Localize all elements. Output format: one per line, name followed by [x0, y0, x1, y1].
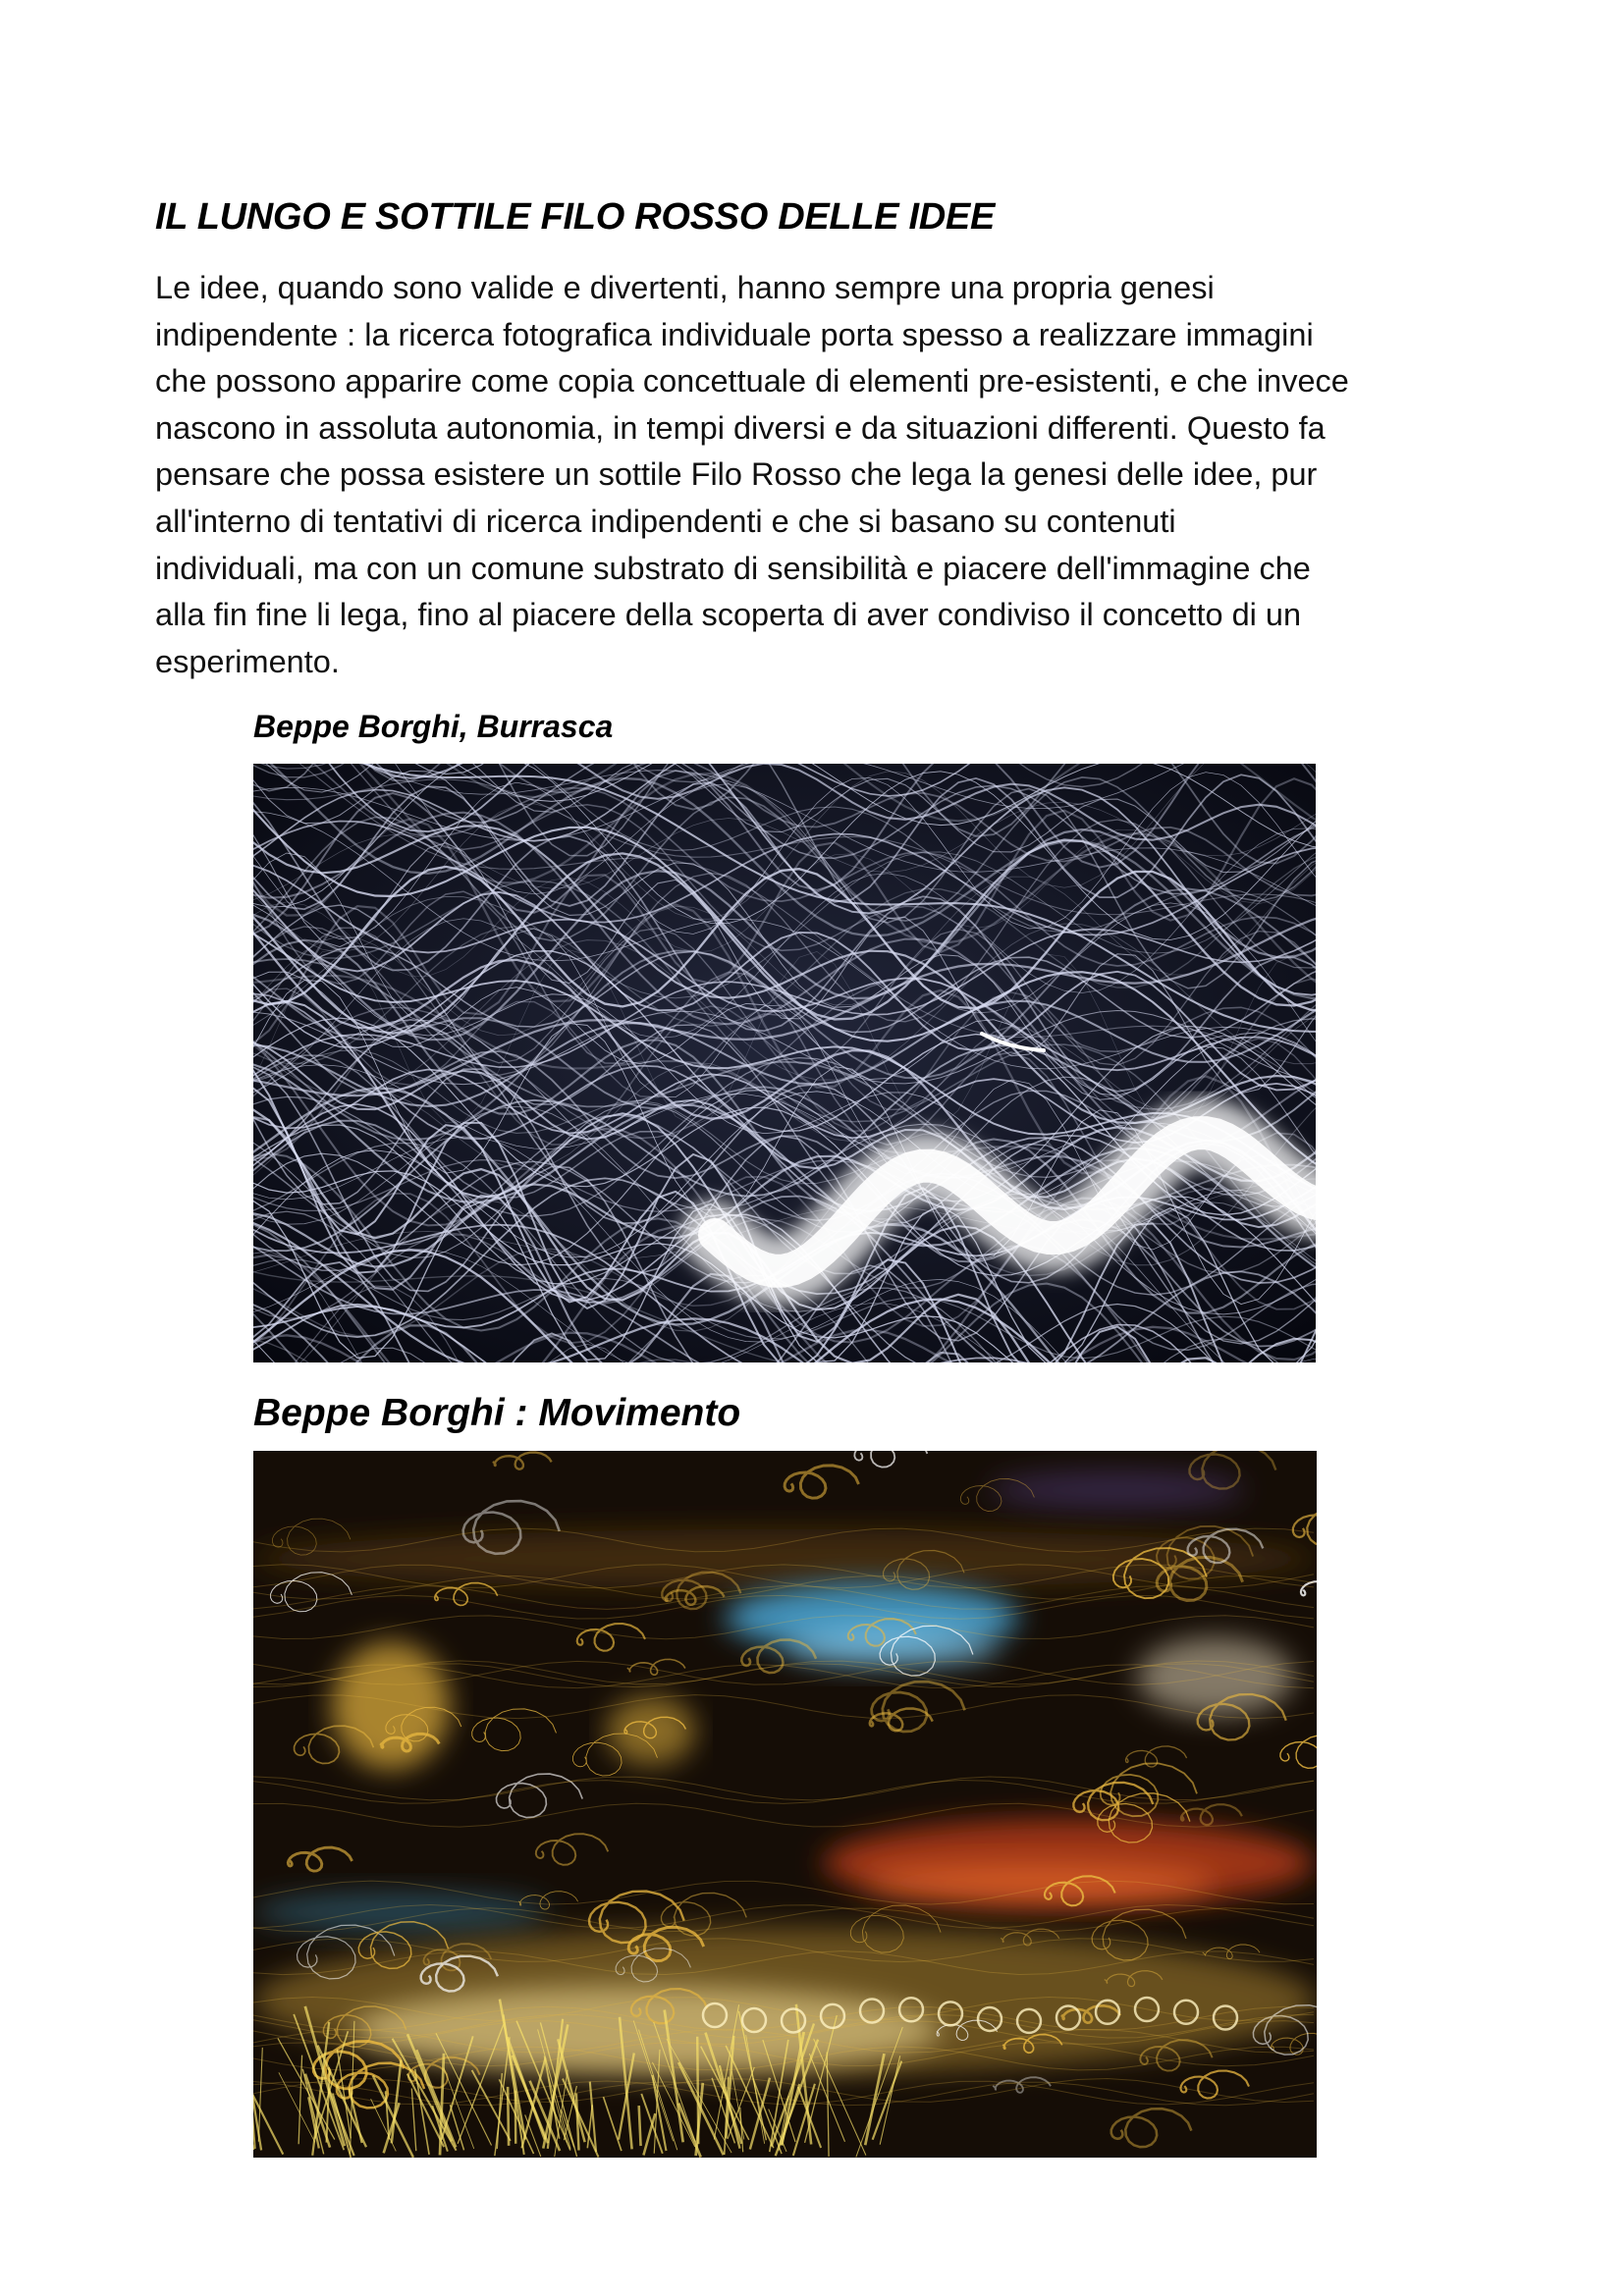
light-spike	[508, 2087, 509, 2146]
photo-movimento	[253, 1451, 1317, 2158]
paragraph-line: nascono in assoluta autonomia, in tempi diversi e da situazioni differenti. Questo fa	[155, 409, 1326, 446]
paragraph-line: all'interno di tentativi di ricerca indipendenti e che si basano su contenuti	[155, 503, 1176, 539]
light-blur	[253, 1893, 548, 1932]
light-blur	[990, 1470, 1245, 1510]
body-paragraph	[155, 265, 1490, 685]
paragraph-line: che possono apparire come copia concettuale di elementi pre-esistenti, e che invece	[155, 363, 1349, 400]
paragraph-line: alla fin fine li lega, fino al piacere della scoperta di aver condiviso il concetto di un	[155, 597, 1302, 633]
paragraph-line: individuali, ma con un comune substrato di sensibilità e piacere dell'immagine che	[155, 550, 1311, 586]
light-blur	[862, 1863, 1216, 1902]
paragraph-line: Le idee, quando sono valide e divertenti, hanno sempre una propria genesi	[155, 270, 1215, 305]
paragraph-line: esperimento.	[155, 643, 340, 679]
light-blur	[332, 1642, 450, 1770]
paragraph-line: pensare che possa esistere un sottile Filo Rosso che lega la genesi delle idee, pur	[155, 456, 1318, 493]
photo-burrasca	[253, 764, 1316, 1362]
figure-caption-movimento: Beppe Borghi : Movimento	[253, 1392, 741, 1434]
figure-caption-burrasca: Beppe Borghi, Burrasca	[253, 709, 614, 744]
paragraph-line: indipendente : la ricerca fotografica individuale porta spesso a realizzare immagini	[155, 316, 1314, 352]
document-title: IL LUNGO E SOTTILE FILO ROSSO DELLE IDEE	[155, 196, 996, 238]
light-spike	[697, 2037, 698, 2144]
